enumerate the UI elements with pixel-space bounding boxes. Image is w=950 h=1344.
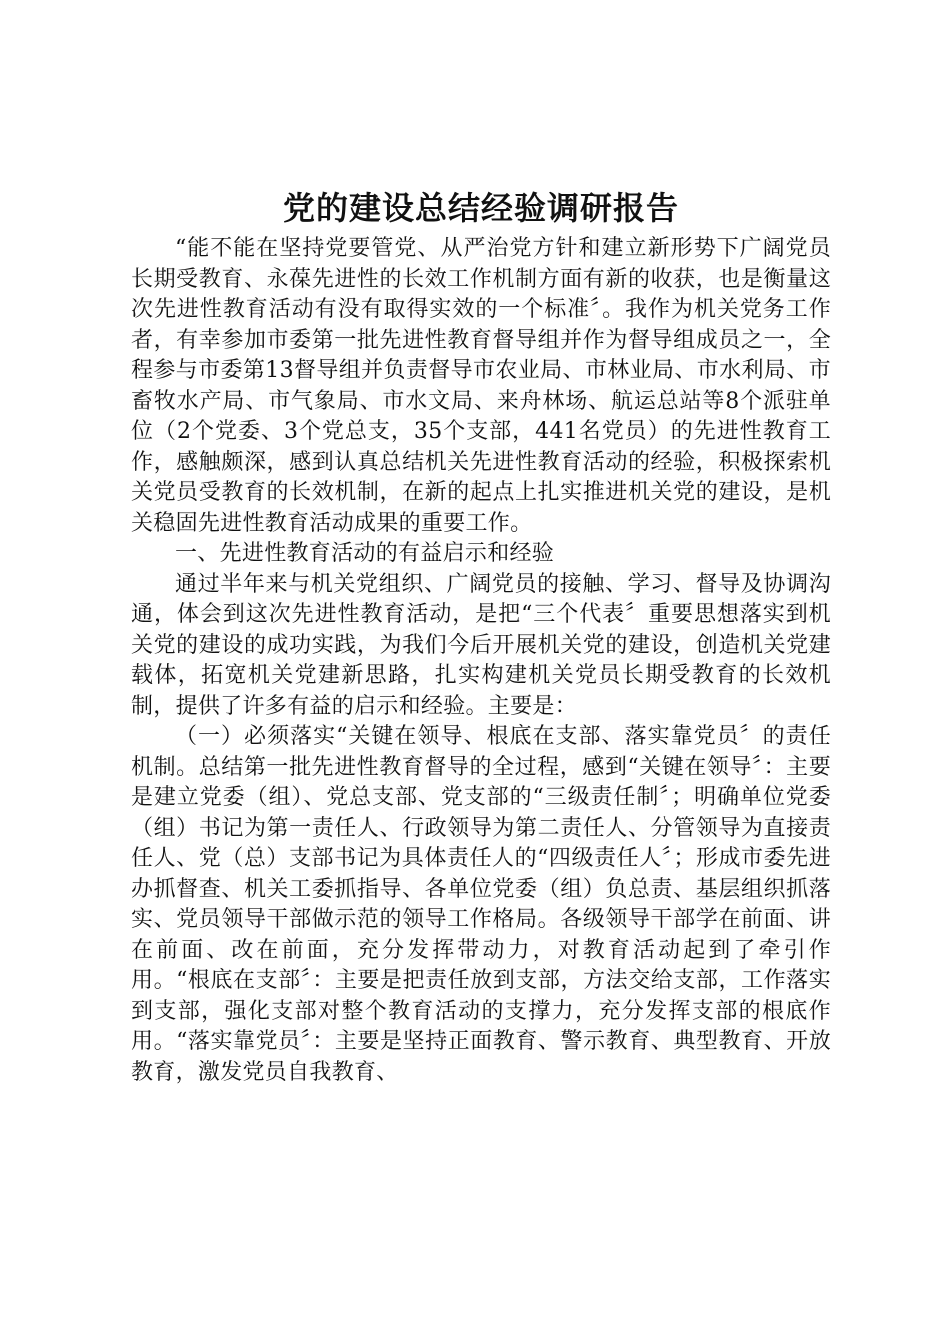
document-title: 党的建设总结经验调研报告 [282,189,679,227]
paragraph-intro: “能不能在坚持党要管党、从严治党方针和建立新形势下广阔党员长期受教育、永葆先进性的长效工作机制方面有新的收获，也是衡量这次先进性教育活动有没有取得实效的一个标准〞。我作为机关党务工作者，有幸参加市委第一批先进性教育督导组并作为督导组成员之一，全程参与市委第13督导组并负责督导市农业局、市林业局、市水利局、市畜牧水产局、市气象局、市水文局、来舟林场、航运总站等8个派驻单位（2个党委、3个党总支，35个支部，441名党员）的先进性教育工作，感触颇深，感到认真总结机关先进性教育活动的经验，积极探索机关党员受教育的长效机制，在新的起点上扎实推进机关党的建设，是机关稳固先进性教育活动成果的重要工作。 [131,236,831,536]
paragraph-experience: 通过半年来与机关党组织、广阔党员的接触、学习、督导及协调沟通，体会到这次先进性教育活动，是把“三个代表〞重要思想落实到机关党的建设的成功实践，为我们今后开展机关党的建设，创造机关党建载体，拓宽机关党建新思路，扎实构建机关党员长期受教育的长效机制，提供了许多有益的启示和经验。主要是： [131,571,831,719]
section-heading-1: 一、先进性教育活动的有益启示和经验 [175,541,555,566]
document-body [131,184,831,1088]
paragraph-responsibility: （一）必须落实“关键在领导、根底在支部、落实靠党员〞的责任机制。总结第一批先进性教育督导的全过程，感到“关键在领导〞：主要是建立党委（组）、党总支部、党支部的“三级责任制〞；明确单位党委（组）书记为第一责任人、行政领导为第二责任人、分管领导为直接责任人、党（总）支部书记为具体责任人的“四级责任人〞；形成市委先进办抓督查、机关工委抓指导、各单位党委（组）负总责、基层组织抓落实、党员领导干部做示范的领导工作格局。各级领导干部学在前面、讲在前面、改在前面，充分发挥带动力，对教育活动起到了牵引作用。“根底在支部〞：主要是把责任放到支部，方法交给支部，工作落实到支部，强化支部对整个教育活动的支撑力，充分发挥支部的根底作用。“落实靠党员〞：主要是坚持正面教育、警示教育、典型教育、开放教育，激发党员自我教育、 [131,724,831,1085]
